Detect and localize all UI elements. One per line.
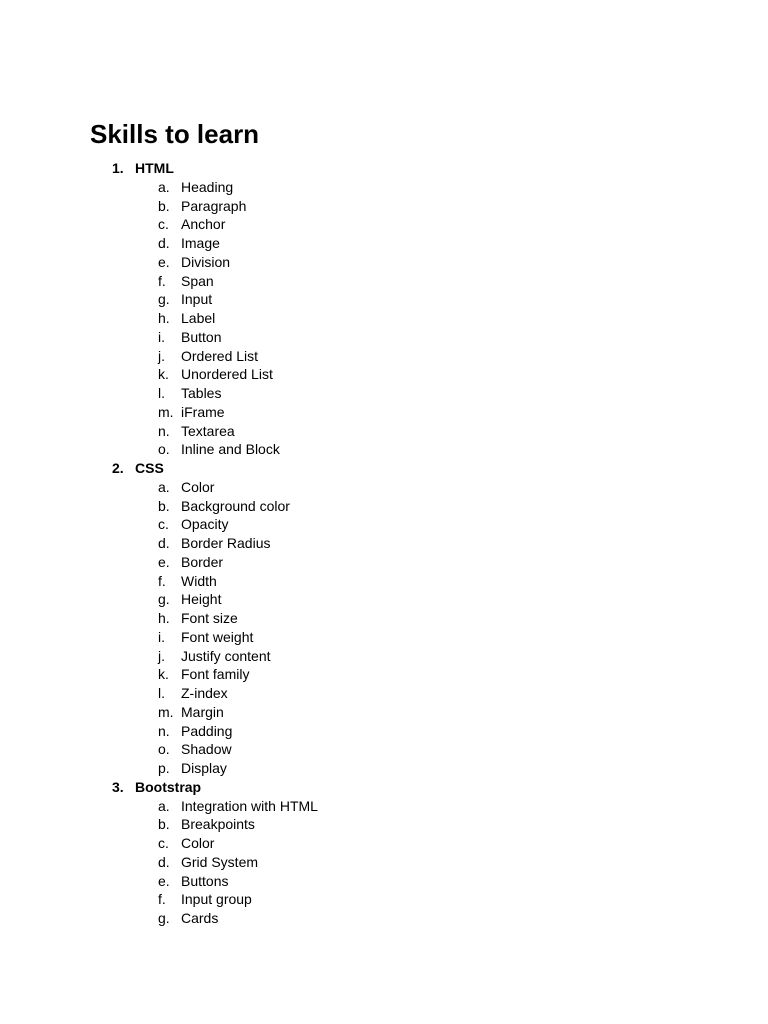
item-label: Buttons <box>181 872 229 889</box>
item-letter: c. <box>158 835 169 851</box>
list-item <box>0 253 768 272</box>
item-label: Label <box>181 310 216 326</box>
item-letter: c. <box>158 516 169 533</box>
item-letter: e. <box>158 553 170 570</box>
item-label: Anchor <box>181 216 226 233</box>
item-label: Width <box>181 572 217 589</box>
list-item <box>0 478 768 497</box>
list-item <box>0 234 768 253</box>
item-letter: g. <box>158 591 170 608</box>
item-letter: e. <box>158 253 170 270</box>
item-label: Background color <box>181 497 290 514</box>
item-label: Image <box>181 235 220 251</box>
item-letter: i. <box>158 328 165 345</box>
item-label: Font family <box>181 666 250 683</box>
section-number: 2. <box>112 460 124 476</box>
item-label: Grid System <box>181 853 259 870</box>
list-item <box>0 403 768 422</box>
item-letter: g. <box>158 910 170 926</box>
list-item <box>0 309 768 328</box>
item-letter: a. <box>158 478 170 495</box>
item-label: Padding <box>181 722 233 739</box>
item-letter: m. <box>158 403 174 420</box>
list-item <box>0 215 768 234</box>
item-letter: d. <box>158 853 170 870</box>
list-item <box>0 647 768 666</box>
section-heading <box>0 778 768 797</box>
item-letter: n. <box>158 422 170 439</box>
item-label: Tables <box>181 385 222 401</box>
item-label: Integration with HTML <box>181 797 318 814</box>
item-label: Display <box>181 760 227 776</box>
item-letter: h. <box>158 310 170 326</box>
item-label: Height <box>181 591 222 608</box>
list-item <box>0 722 768 741</box>
item-label: Shadow <box>181 741 232 758</box>
list-item <box>0 834 768 853</box>
list-item <box>0 815 768 834</box>
item-letter: b. <box>158 497 170 514</box>
list-item <box>0 422 768 441</box>
item-letter: f. <box>158 272 166 289</box>
item-label: Font size <box>181 610 238 626</box>
list-item <box>0 797 768 816</box>
list-item <box>0 497 768 516</box>
list-item <box>0 178 768 197</box>
list-item <box>0 853 768 872</box>
list-item <box>0 440 768 459</box>
item-label: Paragraph <box>181 197 247 214</box>
item-letter: j. <box>158 647 165 664</box>
item-letter: a. <box>158 178 170 195</box>
item-label: Ordered List <box>181 347 259 364</box>
list-item <box>0 572 768 591</box>
item-label: iFrame <box>181 403 225 420</box>
item-label: Button <box>181 328 222 345</box>
list-item <box>0 872 768 891</box>
item-letter: d. <box>158 235 170 251</box>
item-letter: b. <box>158 197 170 214</box>
item-label: Justify content <box>181 647 271 664</box>
item-letter: a. <box>158 797 170 814</box>
section-number: 3. <box>112 778 124 795</box>
section-title: CSS <box>135 460 164 476</box>
list-item <box>0 590 768 609</box>
skills-list <box>0 159 768 928</box>
item-letter: c. <box>158 216 169 233</box>
item-letter: k. <box>158 366 169 383</box>
list-item <box>0 365 768 384</box>
list-item <box>0 759 768 778</box>
item-letter: h. <box>158 610 170 626</box>
item-label: Font weight <box>181 628 254 645</box>
section-heading <box>0 159 768 178</box>
list-item <box>0 665 768 684</box>
item-letter: e. <box>158 872 170 889</box>
item-label: Border Radius <box>181 535 271 551</box>
item-letter: m. <box>158 703 174 720</box>
item-letter: o. <box>158 741 170 758</box>
item-letter: o. <box>158 441 170 458</box>
list-item <box>0 197 768 216</box>
item-label: Cards <box>181 910 219 926</box>
item-label: Input <box>181 291 213 308</box>
section-title: HTML <box>135 160 174 176</box>
list-item <box>0 703 768 722</box>
list-item <box>0 290 768 309</box>
list-item <box>0 890 768 909</box>
section-title: Bootstrap <box>135 778 202 795</box>
item-label: Input group <box>181 891 252 908</box>
list-item <box>0 628 768 647</box>
item-letter: i. <box>158 628 165 645</box>
list-item <box>0 384 768 403</box>
item-label: Division <box>181 253 231 270</box>
item-label: Color <box>181 478 215 495</box>
item-letter: k. <box>158 666 169 683</box>
list-item <box>0 740 768 759</box>
item-letter: j. <box>158 347 165 364</box>
section-heading <box>0 459 768 478</box>
item-label: Breakpoints <box>181 816 255 833</box>
list-item <box>0 534 768 553</box>
item-letter: l. <box>158 685 165 701</box>
item-letter: d. <box>158 535 170 551</box>
list-item <box>0 328 768 347</box>
item-label: Heading <box>181 178 234 195</box>
item-letter: f. <box>158 891 166 908</box>
item-letter: b. <box>158 816 170 833</box>
item-label: Inline and Block <box>181 441 280 458</box>
list-item <box>0 515 768 534</box>
item-letter: n. <box>158 722 170 739</box>
item-label: Color <box>181 835 215 851</box>
list-item <box>0 553 768 572</box>
item-label: Margin <box>181 703 224 720</box>
item-label: Textarea <box>181 422 235 439</box>
list-item <box>0 272 768 291</box>
item-label: Border <box>181 553 224 570</box>
item-label: Z-index <box>181 685 228 701</box>
item-letter: g. <box>158 291 170 308</box>
item-letter: p. <box>158 760 170 776</box>
list-item <box>0 609 768 628</box>
document-title: Skills to learn <box>90 119 260 149</box>
item-letter: f. <box>158 572 166 589</box>
section-number: 1. <box>112 160 124 176</box>
list-item <box>0 684 768 703</box>
list-item <box>0 909 768 928</box>
item-label: Unordered List <box>181 366 273 383</box>
list-item <box>0 347 768 366</box>
item-letter: l. <box>158 385 165 401</box>
item-label: Span <box>181 272 214 289</box>
item-label: Opacity <box>181 516 229 533</box>
